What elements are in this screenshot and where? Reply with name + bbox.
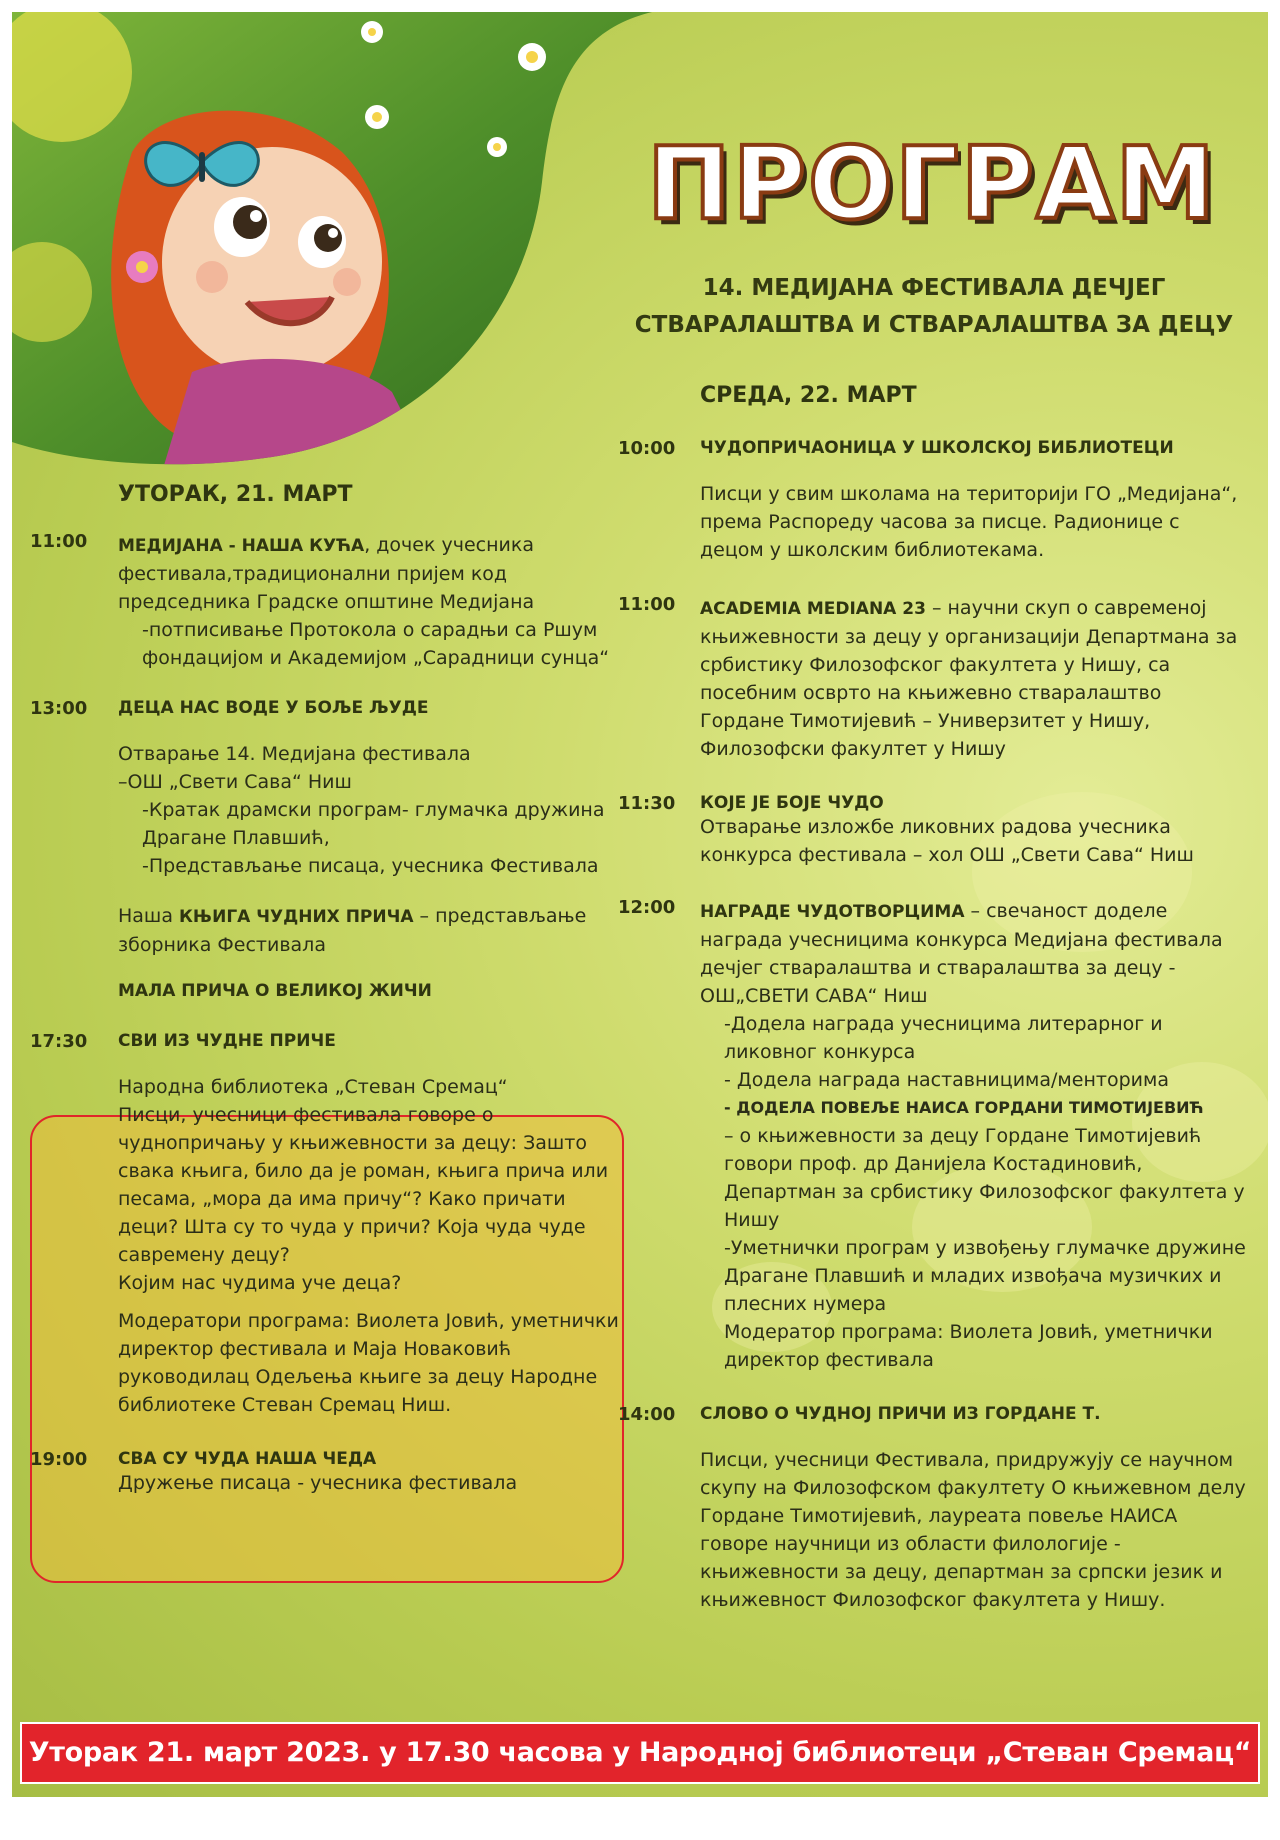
footer-banner: Уторак 21. март 2023. у 17.30 часова у Народној библиотеци „Стеван Сремац“ Ниш [20, 1722, 1260, 1784]
event-time: 19:00 [30, 1449, 88, 1470]
day-heading: УТОРАК, 21. МАРТ [118, 482, 353, 507]
event-subitem: – о књижевности за децу Гордане Тимотијевић говори проф. др Данијела Костадиновић, Департман за србистику Филозофског факултета у Нишу [724, 1125, 1245, 1231]
book-title: КЊИГА ЧУДНИХ ПРИЧА [179, 907, 414, 927]
event-title: ДЕЦА НАС ВОДЕ У БОЉЕ ЉУДЕ [118, 698, 429, 718]
event-title: ЧУДОПРИЧАОНИЦА У ШКОЛСКОЈ БИБЛИОТЕЦИ [700, 438, 1174, 458]
event-title: СВА СУ ЧУДА НАША ЧЕДА [118, 1449, 377, 1469]
event-title: МЕДИЈАНА - НАША КУЋА [118, 536, 365, 556]
girl-illustration [12, 12, 652, 472]
event-subitem: - Додела награда наставницима/менторима [724, 1069, 1169, 1091]
event [618, 594, 1248, 763]
event-subitem: -Додела награда учесницима литерарног и ликовног конкурса [724, 1013, 1163, 1063]
event-text: Којим нас чудима уче деца? [118, 1272, 402, 1294]
event-title: НАГРАДЕ ЧУДОТВОРЦИМА [700, 902, 965, 922]
event-time: 11:00 [618, 594, 676, 615]
subtitle [624, 270, 1244, 344]
event-text: Дружење писаца - учесника фестивала [118, 1472, 518, 1494]
event [618, 897, 1248, 1374]
event-text [700, 897, 1248, 1010]
day-heading: СРЕДА, 22. МАРТ [700, 383, 917, 408]
event-description: – свечаност доделе награда учесницима конкурса Медијана фестивала дечјег стваралаштва и стваралаштва за децу - ОШ„СВЕТИ САВА“ Ниш [700, 900, 1223, 1007]
event-text: Отварање 14. Медијана фестивала [118, 743, 471, 765]
event [30, 531, 620, 672]
event-subitem: - ДОДЕЛА ПОВЕЉЕ НАИСА ГОРДАНИ ТИМОТИЈЕВИЋ [724, 1098, 1204, 1117]
event-time: 11:00 [30, 531, 88, 552]
event-text: Писци, учесници Фестивала, придружују се научном скупу на Филозофском факултету О књижевном делу Гордане Тимотијевић, лауреата повеље НАИСА говоре научници из области филологије - књижевности за децу, департман за српски језик и књижевност Филозофског факултета у Нишу. [700, 1449, 1246, 1611]
event-description: , дочек учесника фестивала,традиционални пријем код председника Градске општине Медијана [118, 534, 535, 613]
event [30, 1449, 620, 1497]
page-title: ПРОГРАМ [647, 125, 1217, 242]
event-moderators: Модератор програма: Виолета Јовић, уметнички директор фестивала [724, 1321, 1213, 1371]
event [618, 438, 1248, 564]
event [30, 698, 620, 1001]
event-title: КОЈЕ ЈЕ БОЈЕ ЧУДО [700, 793, 884, 813]
event-time: 11:30 [618, 793, 676, 814]
event-text [700, 594, 1248, 763]
event-text: Отварање изложбе ликовних радова учесника конкурса фестивала – хол ОШ „Свети Сава“ Ниш [700, 816, 1194, 866]
event-subitem: -Кратак драмски програм- глумачка дружина Драгане Плавшић, [142, 799, 605, 849]
event-text [118, 531, 620, 616]
subtitle-line: 14. МЕДИЈАНА ФЕСТИВАЛА ДЕЧЈЕГ [702, 275, 1166, 301]
text-fragment: – представљање зборника Фестивала [118, 905, 587, 956]
event-text: Писци, учесници фестивала говоре о чуднопричању у књижевности за децу: Зашто свака књига, било да је роман, књига прича или песама, „мора да има причу“? Како причати деци? Шта су то чуда у причи? Која чуда чуде савремену децу? [118, 1104, 609, 1266]
wednesday-column [618, 383, 1248, 1614]
tuesday-column [30, 482, 620, 1497]
event-title: МАЛА ПРИЧА О ВЕЛИКОЈ ЖИЧИ [118, 981, 432, 1001]
event-time: 12:00 [618, 897, 676, 918]
event-highlighted [30, 1031, 620, 1419]
event-time: 10:00 [618, 438, 676, 459]
event-title: ACADEMIA MEDIANA 23 [700, 599, 926, 619]
event-subitem: -Представљање писаца, учесника Фестивала [142, 855, 599, 877]
text-fragment: Наша [118, 905, 179, 927]
subtitle-line: СТВАРАЛАШТВА И СТВАРАЛАШТВА ЗА ДЕЦУ [634, 312, 1234, 338]
event-description: – научни скуп о савременој књижевности за децу у организацији Департмана за србистику Филозофског факултета у Нишу, са посебним осврто на књижевно стваралаштво Гордане Тимотијевић – Универзитет у Нишу, Филозофски факултет у Нишу [700, 597, 1238, 760]
event-title: СЛОВО О ЧУДНОЈ ПРИЧИ ИЗ ГОРДАНЕ Т. [700, 1404, 1101, 1424]
event [618, 793, 1248, 869]
event [618, 1404, 1248, 1614]
event-text: Народна библиотека „Стеван Сремац“ [118, 1076, 508, 1098]
event-subitem: -Уметнички програм у извођењу глумачке дружине Драгане Плавшић и младих извођача музичких и плесних нумера [724, 1237, 1246, 1315]
event-text: –ОШ „Свети Сава“ Ниш [118, 771, 352, 793]
event-text: Писци у свим школама на територији ГО „Медијана“, према Распореду часова за писце. Радионице с децом у школским библиотекама. [700, 483, 1238, 561]
event-subitem: -потписивање Протокола о сарадњи са Ршум фондацијом и Академијом „Сарадници сунца“ [142, 619, 610, 669]
event-time: 17:30 [30, 1031, 88, 1052]
event-time: 14:00 [618, 1404, 676, 1425]
event-text [118, 902, 620, 959]
event-title: СВИ ИЗ ЧУДНЕ ПРИЧЕ [118, 1031, 336, 1051]
event-time: 13:00 [30, 698, 88, 719]
event-moderators: Модератори програма: Виолета Јовић, уметнички директор фестивала и Маја Новаковић руководилац Одељења књиге за децу Народне библиотеке Стеван Сремац Ниш. [118, 1310, 619, 1416]
